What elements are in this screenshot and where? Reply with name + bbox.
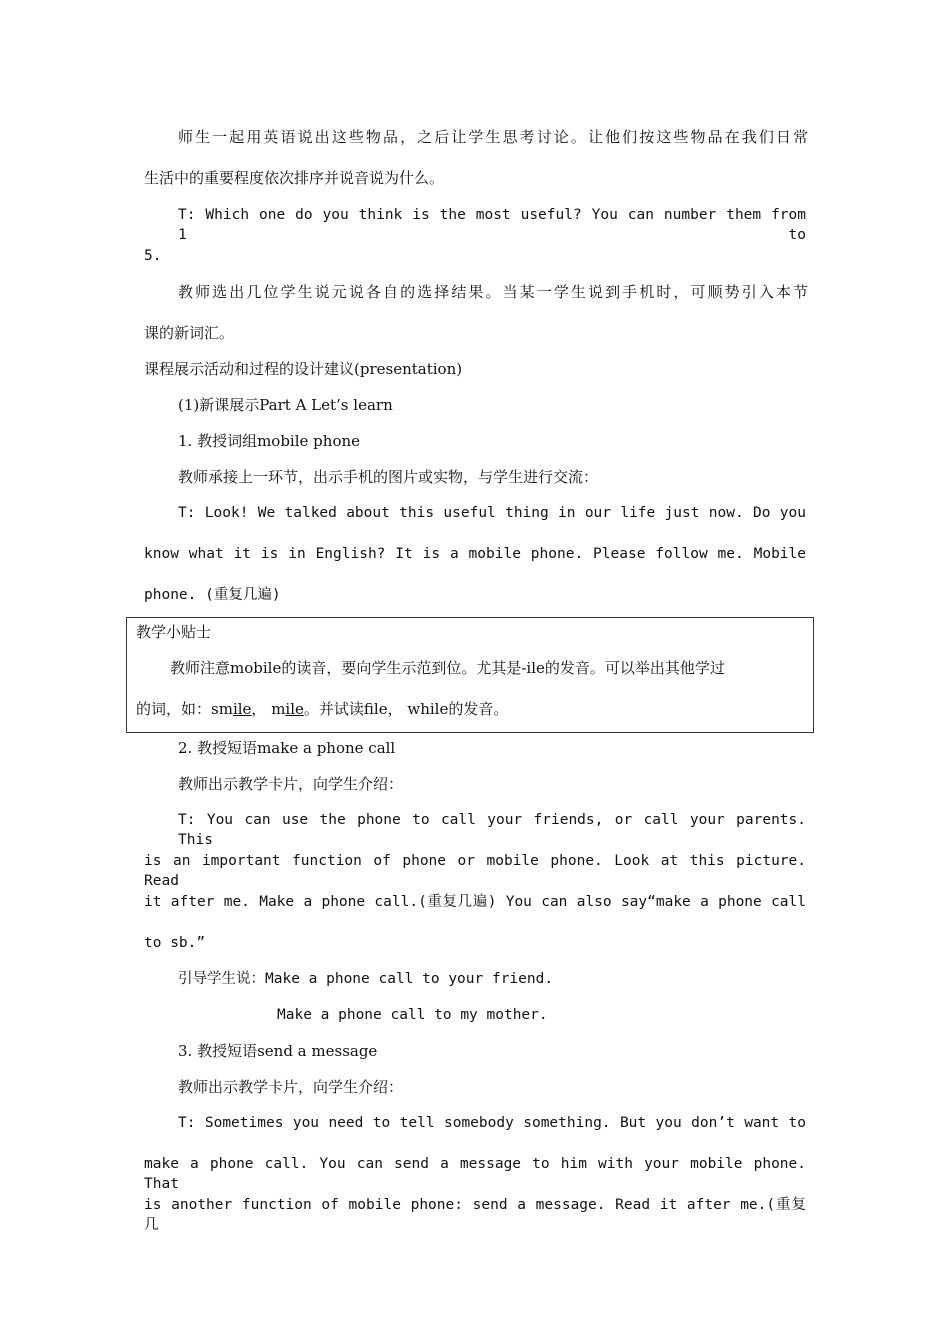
intro-paragraph-2-line-1: T: Which one do you think is the most useful? You can number them from 1 to: [178, 207, 806, 243]
step-2-dialog-line-2: is an important function of phone or mobile phone. Look at this picture. Read: [144, 853, 806, 889]
step-2-title: 2. 教授短语make a phone call: [178, 739, 396, 757]
tip-text-segment: 的词，如：sm: [136, 700, 233, 718]
step-3-description: 教师出示教学卡片，向学生介绍：: [178, 1078, 404, 1096]
step-3-dialog-line-3: is another function of mobile phone: send a message. Read it after me.(重复几: [144, 1197, 806, 1233]
tip-text-segment: ， m: [251, 700, 286, 718]
step-1-title: 1. 教授词组mobile phone: [178, 432, 361, 450]
intro-paragraph-3-line-2: 课的新词汇。: [144, 324, 235, 342]
section-subheading: (1)新课展示Part A Let’s learn: [178, 396, 393, 414]
teaching-tip-title: 教学小贴士: [136, 623, 212, 641]
intro-paragraph-2-line-2: 5.: [144, 248, 162, 264]
step-2-dialog-line-1: T: You can use the phone to call your friends, or call your parents. This: [178, 812, 806, 848]
tip-underlined-ile-smile: ile: [232, 700, 252, 718]
step-2-guide-line-1: 引导学生说：Make a phone call to your friend.: [178, 971, 554, 987]
step-1-dialog-line-1: T: Look! We talked about this useful thing in our life just now. Do you: [178, 505, 806, 521]
step-2-guide-line-2: Make a phone call to my mother.: [277, 1007, 548, 1023]
intro-paragraph-1-line-1: 师生一起用英语说出这些物品，之后让学生思考讨论。让他们按这些物品在我们日常: [178, 128, 808, 146]
step-1-dialog-line-2: know what it is in English? It is a mobile phone. Please follow me. Mobile: [144, 546, 806, 562]
tip-underlined-ile-mile: ile: [285, 700, 304, 718]
step-3-dialog-line-2: make a phone call. You can send a message to him with your mobile phone. That: [144, 1156, 806, 1192]
step-2-dialog-line-4: to sb.”: [144, 935, 206, 951]
teaching-tip-line-1: 教师注意mobile的读音，要向学生示范到位。尤其是-ile的发音。可以举出其他学过: [170, 659, 725, 677]
step-1-dialog-line-3: phone. (重复几遍): [144, 587, 281, 603]
section-heading: 课程展示活动和过程的设计建议(presentation): [144, 360, 463, 378]
step-2-dialog-line-3: it after me. Make a phone call.(重复几遍) You can also say“make a phone call: [144, 894, 806, 910]
teaching-tip-line-2: [136, 699, 508, 719]
step-2-description: 教师出示教学卡片，向学生介绍：: [178, 775, 404, 793]
step-3-title: 3. 教授短语send a message: [178, 1042, 378, 1060]
step-1-description: 教师承接上一环节，出示手机的图片或实物，与学生进行交流：: [178, 468, 599, 486]
step-3-dialog-line-1: T: Sometimes you need to tell somebody something. But you don’t want to: [178, 1115, 806, 1131]
tip-text-segment: 。并试读file， while的发音。: [303, 700, 509, 718]
intro-paragraph-3-line-1: 教师选出几位学生说元说各自的选择结果。当某一学生说到手机时，可顺势引入本节: [178, 283, 808, 301]
intro-paragraph-1-line-2: 生活中的重要程度依次排序并说音说为什么。: [144, 169, 445, 187]
